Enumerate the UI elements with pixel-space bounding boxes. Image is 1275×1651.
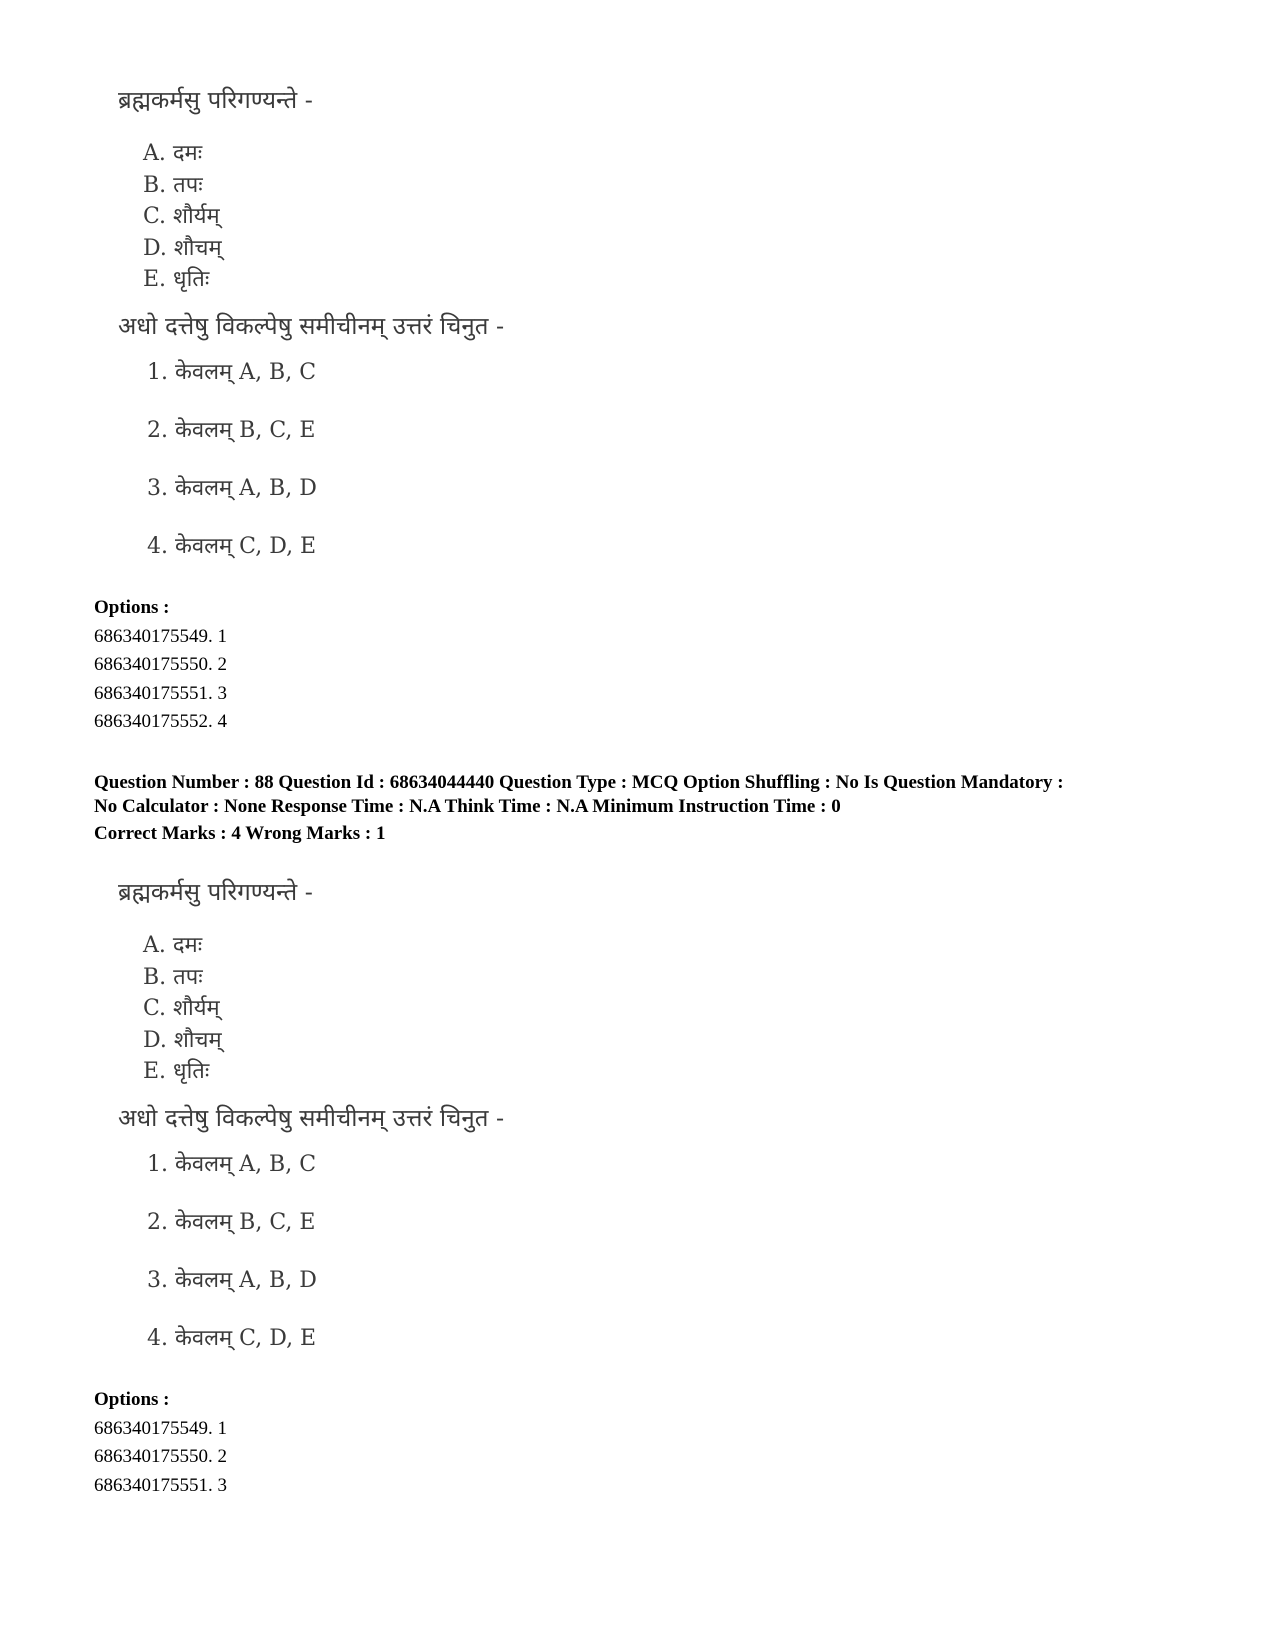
statement-item: C. शौर्यम् — [143, 996, 220, 1021]
statement-item: A. दमः — [143, 141, 203, 166]
question-image-2 — [110, 876, 730, 1382]
question-instruction: अधो दत्तेषु विकल्पेषु समीचीनम् उत्तरं चिनुत - — [118, 1103, 505, 1132]
statement-item: D. शौचम् — [143, 1027, 222, 1053]
statement-item: A. दमः — [143, 933, 203, 958]
statement-list — [143, 138, 730, 296]
choice-item: 3. केवलम् A, B, D — [147, 475, 317, 501]
question-image-1 — [110, 84, 730, 590]
options-section-1 — [94, 594, 227, 737]
question-meta-line: No Calculator : None Response Time : N.A Think Time : N.A Minimum Instruction Time : 0 — [94, 796, 841, 817]
option-row: 686340175549. 1 — [94, 1417, 227, 1439]
choice-item: 3. केवलम् A, B, D — [147, 1267, 317, 1293]
options-label: Options : — [94, 1389, 170, 1410]
statement-item: B. तपः — [143, 964, 203, 990]
choice-item: 1. केवलम् A, B, C — [147, 359, 317, 385]
statement-item: B. तपः — [143, 172, 203, 198]
question-marks: Correct Marks : 4 Wrong Marks : 1 — [94, 823, 386, 844]
choice-item: 2. केवलम् B, C, E — [147, 1209, 316, 1235]
question-meta-line: Question Number : 88 Question Id : 68634044440 Question Type : MCQ Option Shuffling : No Is Question Mandatory : — [94, 772, 1064, 793]
statement-item: E. धृतिः — [143, 267, 210, 292]
statement-item: D. शौचम् — [143, 235, 222, 261]
option-row: 686340175552. 4 — [94, 711, 227, 732]
question-metadata — [94, 771, 1204, 819]
option-row: 686340175550. 2 — [94, 654, 227, 675]
choice-item: 2. केवलम् B, C, E — [147, 417, 316, 443]
option-row: 686340175550. 2 — [94, 1446, 227, 1467]
choice-item: 4. केवलम् C, D, E — [147, 533, 317, 559]
options-section-2 — [94, 1386, 227, 1500]
statement-item: C. शौर्यम् — [143, 204, 220, 229]
choice-item: 1. केवलम् A, B, C — [147, 1151, 317, 1177]
choice-item: 4. केवलम् C, D, E — [147, 1325, 317, 1351]
option-row: 686340175551. 3 — [94, 1474, 227, 1496]
question-instruction: अधो दत्तेषु विकल्पेषु समीचीनम् उत्तरं चिनुत - — [118, 311, 505, 340]
choice-list — [147, 358, 730, 590]
option-row: 686340175551. 3 — [94, 682, 227, 704]
question-stem: ब्रह्मकर्मसु परिगण्यन्ते - — [118, 878, 313, 906]
statement-list — [143, 930, 730, 1088]
choice-list — [147, 1150, 730, 1382]
option-row: 686340175549. 1 — [94, 625, 227, 647]
statement-item: E. धृतिः — [143, 1059, 210, 1084]
options-label: Options : — [94, 597, 170, 618]
question-stem: ब्रह्मकर्मसु परिगण्यन्ते - — [118, 86, 313, 114]
